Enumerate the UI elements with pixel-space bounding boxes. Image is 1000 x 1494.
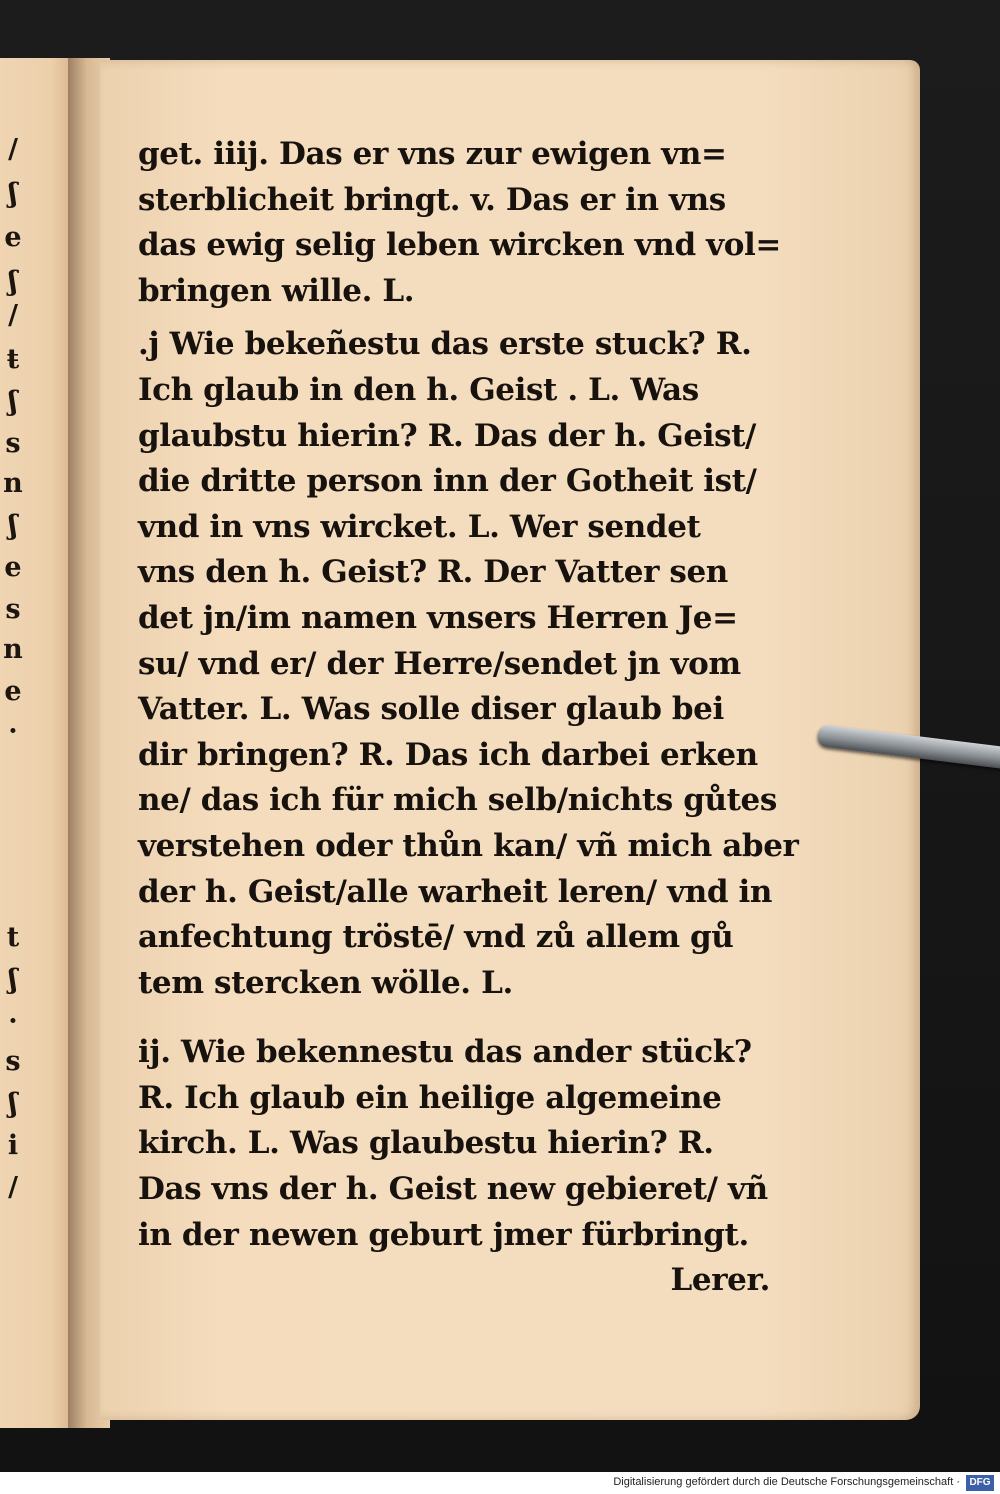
- text-line: anfechtung tröstē/ vnd zů allem gů: [138, 919, 734, 956]
- page-text: [138, 132, 799, 1304]
- text-line: ij. Wie bekennestu das ander stück?: [138, 1034, 752, 1071]
- left-page-fragment: ·: [8, 716, 18, 747]
- text-line: das ewig selig leben wircken vnd vol=: [138, 227, 781, 264]
- left-page-fragment: t: [6, 922, 20, 953]
- left-page-fragment: /: [8, 1172, 18, 1203]
- text-line: die dritte person inn der Gotheit ist/: [138, 463, 757, 500]
- text-line: in der newen geburt jmer fürbringt.: [138, 1216, 749, 1253]
- text-line: dir bringen? R. Das ich darbei erken: [138, 736, 758, 773]
- text-line: sterblicheit bringt. v. Das er in vns: [138, 181, 726, 218]
- dfg-logo: DFG: [966, 1475, 994, 1491]
- paragraph-gap: [138, 1006, 778, 1030]
- paragraph-gap: [138, 314, 778, 322]
- text-line: tem stercken wölle. L.: [138, 964, 513, 1001]
- text-line: R. Ich glaub ein heilige algemeine: [138, 1079, 722, 1116]
- text-line: .j Wie bekeñestu das erste stuck? R.: [138, 326, 752, 363]
- text-line: Das vns der h. Geist new gebieret/ vñ: [138, 1171, 768, 1208]
- left-page-edge: [0, 58, 74, 1428]
- left-page-fragment: ·: [8, 1006, 18, 1037]
- footer-bar: [0, 1472, 1000, 1494]
- left-page-fragment: n: [3, 468, 23, 499]
- left-page-fragment: ʃ: [8, 178, 18, 209]
- text-line: ne/ das ich für mich selb/nichts gůtes: [138, 782, 777, 819]
- text-line: vns den h. Geist? R. Der Vatter sen: [138, 554, 728, 591]
- left-page-fragment: ŧ: [6, 344, 20, 375]
- text-line: der h. Geist/alle warheit leren/ vnd in: [138, 873, 773, 910]
- left-page-fragment: ʃ: [8, 1088, 18, 1119]
- text-line: Ich glaub in den h. Geist . L. Was: [138, 371, 699, 408]
- left-page-fragment: ʃ: [8, 266, 18, 297]
- left-page-fragment: i: [7, 1130, 19, 1161]
- text-line: det jn/im namen vnsers Herren Je=: [138, 599, 738, 636]
- text-line: verstehen oder thůn kan/ vñ mich aber: [138, 827, 799, 864]
- left-page-fragment: s: [5, 1046, 21, 1077]
- left-page-fragment: /: [8, 134, 18, 165]
- left-page-fragment: s: [5, 594, 21, 625]
- left-page-fragment: e: [4, 676, 22, 707]
- left-page-fragment: s: [5, 428, 21, 459]
- catchword: Lerer.: [670, 1262, 770, 1299]
- left-page-fragment: ʃ: [8, 510, 18, 541]
- left-page-fragment: /: [8, 300, 18, 331]
- footer-credit: Digitalisierung gefördert durch die Deutsche Forschungsgemeinschaft ·: [613, 1476, 960, 1488]
- left-page-fragment: ʃ: [8, 386, 18, 417]
- left-page-fragment: ʃ: [8, 964, 18, 995]
- text-line: kirch. L. Was glaubestu hierin? R.: [138, 1125, 714, 1162]
- left-page-fragment: e: [4, 222, 22, 253]
- text-line: glaubstu hierin? R. Das der h. Geist/: [138, 417, 756, 454]
- text-line: get. iiij. Das er vns zur ewigen vn=: [138, 136, 727, 172]
- text-line: bringen wille. L.: [138, 272, 415, 309]
- text-line: su/ vnd er/ der Herre/sendet jn vom: [138, 645, 741, 682]
- text-line: Vatter. L. Was solle diser glaub bei: [138, 691, 724, 728]
- left-page-fragment: e: [4, 552, 22, 583]
- text-line: vnd in vns wircket. L. Wer sendet: [138, 508, 701, 545]
- left-page-fragment: n: [3, 634, 23, 665]
